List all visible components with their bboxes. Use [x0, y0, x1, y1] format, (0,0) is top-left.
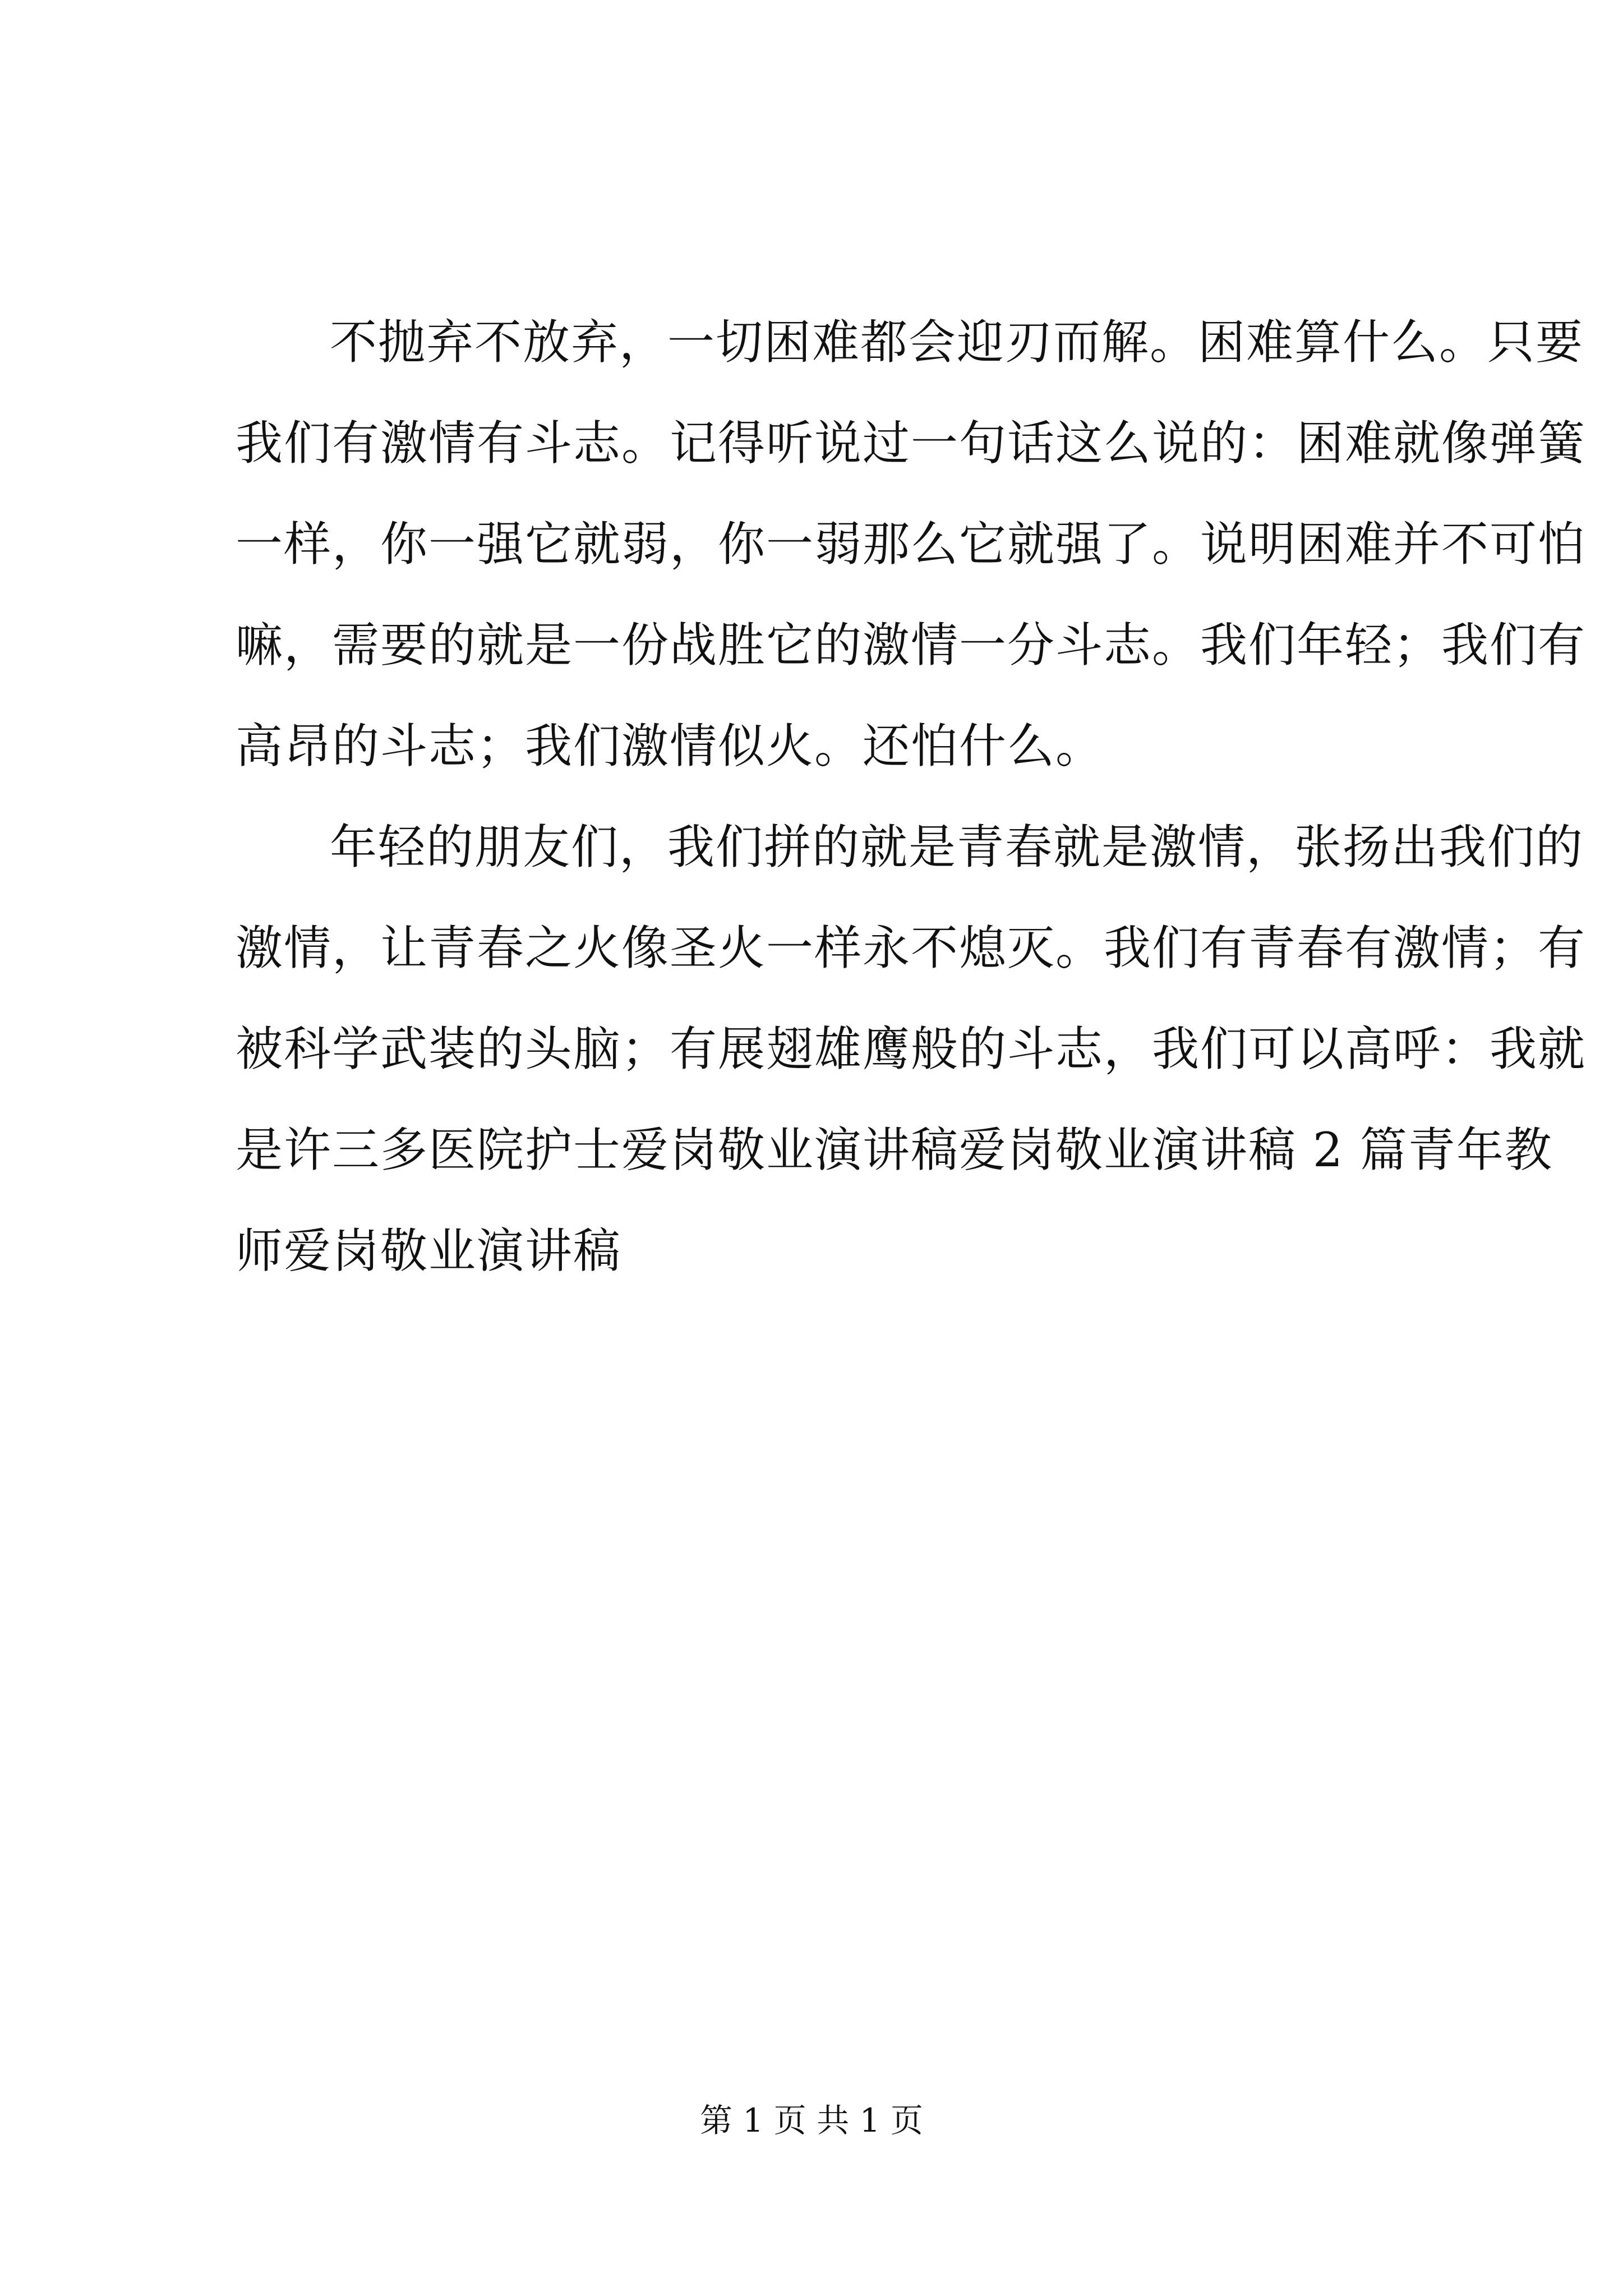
paragraph-1-line-4: 嘛，需要的就是一份战胜它的激情一分斗志。我们年轻；我们有 — [236, 618, 1587, 673]
paragraph-1-line-5: 高昂的斗志；我们激情似火。还怕什么。 — [236, 719, 1104, 774]
paragraph-2-line-5: 师爱岗敬业演讲稿 — [236, 1223, 622, 1278]
paragraph-1-line-2: 我们有激情有斗志。记得听说过一句话这么说的：困难就像弹簧 — [236, 416, 1587, 471]
page-number-footer: 第 1 页 共 1 页 — [700, 2101, 923, 2139]
paragraph-2-line-1: 年轻的朋友们，我们拼的就是青春就是激情，张扬出我们的 — [330, 820, 1584, 875]
paragraph-2-line-4: 是许三多医院护士爱岗敬业演讲稿爱岗敬业演讲稿 2 篇青年教 — [236, 1122, 1553, 1177]
paragraph-1-line-3: 一样，你一强它就弱，你一弱那么它就强了。说明困难并不可怕 — [236, 517, 1587, 572]
paragraph-2-line-3: 被科学武装的头脑；有展翅雄鹰般的斗志，我们可以高呼：我就 — [236, 1022, 1587, 1076]
paragraph-2-line-2: 激情，让青春之火像圣火一样永不熄灭。我们有青春有激情；有 — [236, 921, 1587, 976]
paragraph-1-line-1: 不抛弃不放弃，一切困难都会迎刃而解。困难算什么。只要 — [330, 315, 1584, 370]
body-text — [236, 292, 1587, 1301]
